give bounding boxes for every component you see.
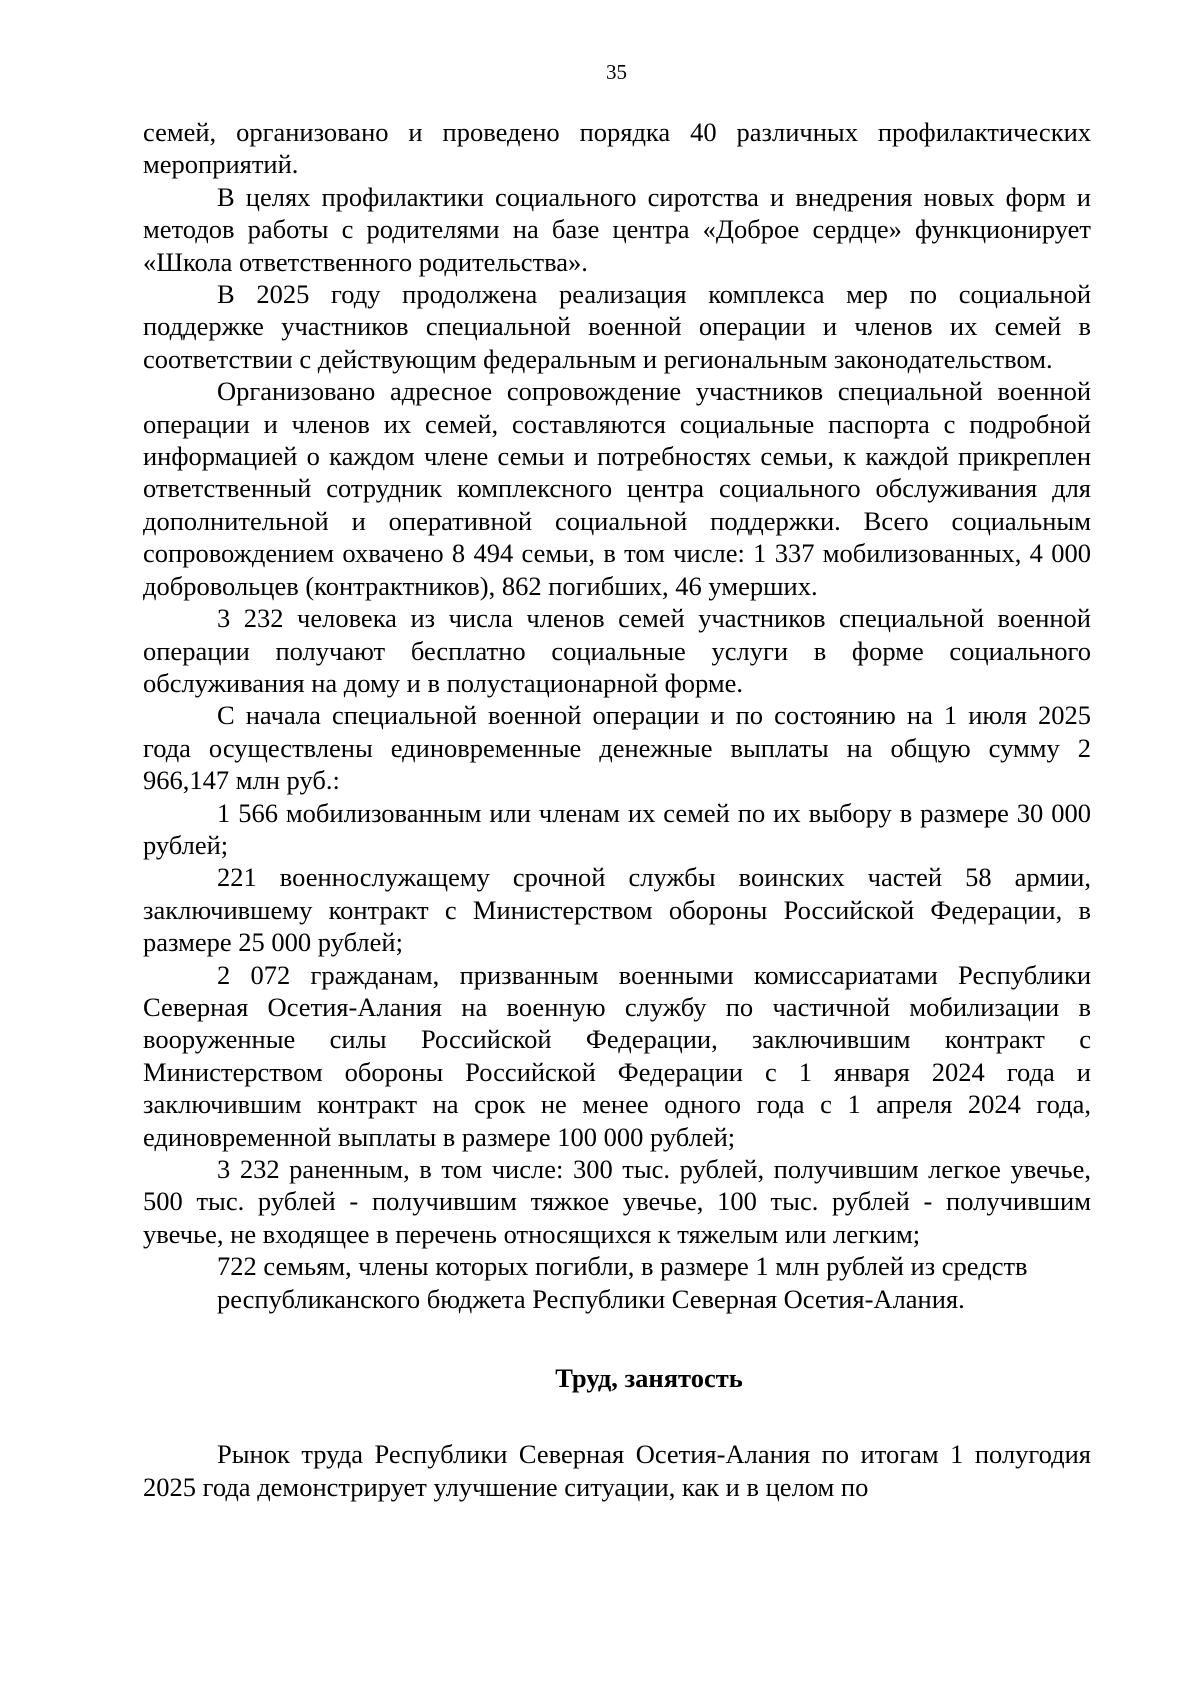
paragraph-continuation: семей, организовано и проведено порядка 40 различных профилактических мероприятий. bbox=[143, 117, 1091, 180]
list-item-citizens: 2 072 гражданам, призванным военными комиссариатами Республики Северная Осетия-Алания на военную службу по частичной мобилизации в вооруженные силы Российской Федерации, заключившим контракт с Министерством обороны Российской Федерации с 1 января 2024 года и заключившим контракт на срок не менее одного года с 1 апреля 2024 года, единовременной выплаты в размере 100 000 рублей; bbox=[143, 959, 1091, 1152]
paragraph-svo-support: В 2025 году продолжена реализация комплекса мер по социальной поддержке участников специальной военной операции и членов их семей в соответствии с действующим федеральным и региональным законодательством. bbox=[143, 279, 1091, 374]
paragraph-payments-intro: С начала специальной военной операции и по состоянию на 1 июля 2025 года осуществлены единовременные денежные выплаты на общую сумму 2 966,147 млн руб.: bbox=[143, 700, 1091, 796]
list-item-conscripts: 221 военнослужащему срочной службы воинских частей 58 армии, заключившему контракт с Министерством обороны Российской Федерации, в размере 25 000 рублей; bbox=[143, 862, 1091, 958]
document-body bbox=[143, 116, 1091, 1503]
paragraph-targeted-support: Организовано адресное сопровождение участников специальной военной операции и членов их семей, составляются социальные паспорта с подробной информацией о каждом члене семьи и потребностях семьи, к каждой прикреплен ответственный сотрудник комплексного центра социального обслуживания для дополнительной и оперативной социальной поддержки. Всего социальным сопровождением охвачено 8 494 семьи, в том числе: 1 337 мобилизованных, 4 000 добровольцев (контрактников), 862 погибших, 46 умерших. bbox=[143, 376, 1091, 601]
section-heading: Труд, занятость bbox=[555, 1363, 743, 1394]
paragraph-orphan-prevention: В целях профилактики социального сиротства и внедрения новых форм и методов работы с родителями на базе центра «Доброе сердце» функционирует «Школа ответственного родительства». bbox=[143, 181, 1091, 277]
page-number: 35 bbox=[606, 60, 627, 84]
paragraph-labor-market: Рынок труда Республики Северная Осетия-Алания по итогам 1 полугодия 2025 года демонстрирует улучшение ситуации, как и в целом по bbox=[143, 1439, 1091, 1502]
list-item-families: 722 семьям, члены которых погибли, в размере 1 млн рублей из средств республиканского бюджета Республики Северная Осетия-Алания. bbox=[217, 1251, 1028, 1314]
paragraph-social-services: 3 232 человека из числа членов семей участников специальной военной операции получают бесплатно социальные услуги в форме социального обслуживания на дому и в полустационарной форме. bbox=[143, 603, 1091, 698]
list-item-wounded: 3 232 раненным, в том числе: 300 тыс. рублей, получившим легкое увечье, 500 тыс. рублей - получившим тяжкое увечье, 100 тыс. рублей - получившим увечье, не входящее в перечень относящихся к тяжелым или легким; bbox=[143, 1154, 1091, 1249]
list-item-mobilized: 1 566 мобилизованным или членам их семей по их выбору в размере 30 000 рублей; bbox=[143, 797, 1091, 860]
